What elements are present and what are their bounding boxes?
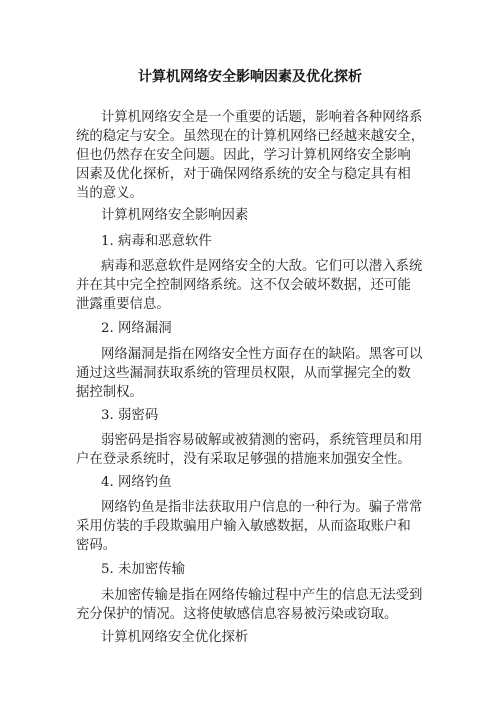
paragraph-line: 并在其中完全控制网络系统。这不仅会破坏数据，还可能	[76, 278, 411, 293]
paragraph-line: 弱密码是指容易破解或被猜测的密码，系统管理员和用	[101, 433, 423, 448]
paragraph-line: 通过这些漏洞获取系统的管理员权限，从而掌握完全的数	[76, 366, 411, 381]
paragraph-line: 计算机网络安全是一个重要的话题，影响着各种网络系	[101, 110, 423, 125]
section-heading: 计算机网络安全影响因素	[101, 208, 249, 223]
paragraph-line: 统的稳定与安全。虽然现在的计算机网络已经越来越安全，	[76, 129, 425, 144]
paragraph-line: 网络漏洞是指在网络安全性方面存在的缺陷。黑客可以	[101, 347, 423, 362]
subsection-heading: 2. 网络漏洞	[101, 321, 172, 336]
paragraph-line: 因素及优化探析，对于确保网络系统的安全与稳定具有相	[76, 167, 411, 182]
paragraph-line: 未加密传输是指在网络传输过程中产生的信息无法受到	[101, 588, 423, 603]
subsection-heading: 1. 病毒和恶意软件	[101, 234, 212, 249]
paragraph-line: 泄露重要信息。	[76, 297, 170, 312]
paragraph-line: 充分保护的情况。这将使敏感信息容易被污染或窃取。	[76, 607, 398, 622]
paragraph-line: 病毒和恶意软件是网络安全的大敌。它们可以潜入系统	[101, 259, 423, 274]
paragraph-line: 采用仿装的手段欺骗用户输入敏感数据，从而盗取账户和	[76, 519, 411, 534]
section-heading: 计算机网络安全优化探析	[101, 630, 249, 645]
paragraph-line: 户在登录系统时，没有采取足够强的措施来加强安全性。	[76, 452, 411, 467]
document-title: 计算机网络安全影响因素及优化探析	[138, 69, 362, 85]
paragraph-line: 但也仍然存在安全问题。因此，学习计算机网络安全影响	[76, 148, 411, 163]
subsection-heading: 5. 未加密传输	[101, 562, 185, 577]
paragraph-line: 据控制权。	[76, 385, 143, 400]
paragraph-line: 网络钓鱼是指非法获取用户信息的一种行为。骗子常常	[101, 500, 423, 515]
subsection-heading: 4. 网络钓鱼	[101, 475, 172, 490]
paragraph-line: 当的意义。	[76, 186, 143, 201]
paragraph-line: 密码。	[76, 538, 117, 553]
subsection-heading: 3. 弱密码	[101, 408, 159, 423]
